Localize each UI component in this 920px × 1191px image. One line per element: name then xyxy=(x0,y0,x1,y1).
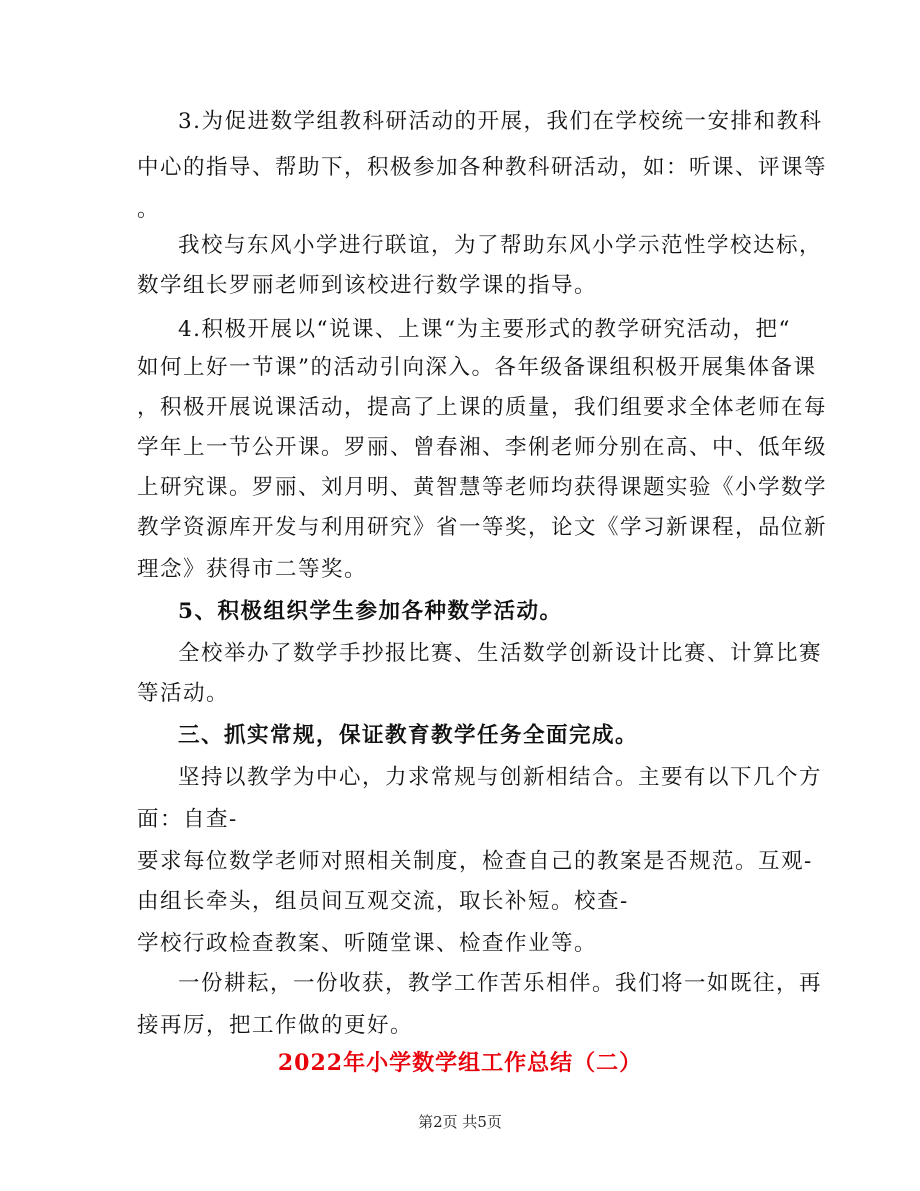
paragraph-liaison-line-1: 我校与东风小学进行联谊，为了帮助东风小学示范性学校达标， xyxy=(178,233,823,258)
heading-5: 5、积极组织学生参加各种数学活动。 xyxy=(178,599,563,624)
paragraph-routine-line-5: 学校行政检查教案、听随堂课、检查作业等。 xyxy=(137,931,598,956)
closing-line-2: 接再厉，把工作做的更好。 xyxy=(137,1013,414,1038)
paragraph-4-line-1: 4.积极开展以“说课、上课“为主要形式的教学研究活动，把“ xyxy=(178,317,791,342)
paragraph-4-line-3: ，积极开展说课活动，提高了上课的质量，我们组要求全体老师在每 xyxy=(137,395,828,420)
paragraph-4-line-7: 理念》获得市二等奖。 xyxy=(137,557,368,582)
paragraph-3-line-1: 3.为促进数学组教科研活动的开展，我们在学校统一安排和教科 xyxy=(178,109,823,134)
paragraph-4-line-6: 教学资源库开发与利用研究》省一等奖，论文《学习新课程，品位新 xyxy=(137,515,828,540)
paragraph-routine-line-4: 由组长牵头，组员间互观交流，取长补短。校查- xyxy=(137,889,629,914)
paragraph-routine-line-2: 面：自查- xyxy=(137,807,238,832)
paragraph-3-line-2: 中心的指导、帮助下，积极参加各种教科研活动，如：听课、评课等 xyxy=(137,155,828,180)
closing-line-1: 一份耕耘，一份收获，教学工作苦乐相伴。我们将一如既往，再 xyxy=(178,971,823,996)
paragraph-routine-line-1: 坚持以教学为中心，力求常规与创新相结合。主要有以下几个方 xyxy=(178,765,823,790)
paragraph-4-line-2: 如何上好一节课”的活动引向深入。各年级备课组积极开展集体备课 xyxy=(137,355,817,380)
paragraph-activities-line-1: 全校举办了数学手抄报比赛、生活数学创新设计比赛、计算比赛 xyxy=(178,641,823,666)
paragraph-4-line-5: 上研究课。罗丽、刘月明、黄智慧等老师均获得课题实验《小学数学 xyxy=(137,475,828,500)
paragraph-liaison-line-2: 数学组长罗丽老师到该校进行数学课的指导。 xyxy=(137,273,598,298)
section-heading-3: 三、抓实常规，保证教育教学任务全面完成。 xyxy=(178,723,639,748)
page-number: 第2页 共5页 xyxy=(418,1113,502,1131)
paragraph-routine-line-3: 要求每位数学老师对照相关制度，检查自己的教案是否规范。互观- xyxy=(137,849,813,874)
paragraph-3-line-3: 。 xyxy=(137,197,161,222)
paragraph-activities-line-2: 等活动。 xyxy=(137,681,230,706)
next-document-title: 2022年小学数学组工作总结（二） xyxy=(277,1050,643,1076)
paragraph-4-line-4: 学年上一节公开课。罗丽、曾春湘、李俐老师分别在高、中、低年级 xyxy=(137,435,828,460)
